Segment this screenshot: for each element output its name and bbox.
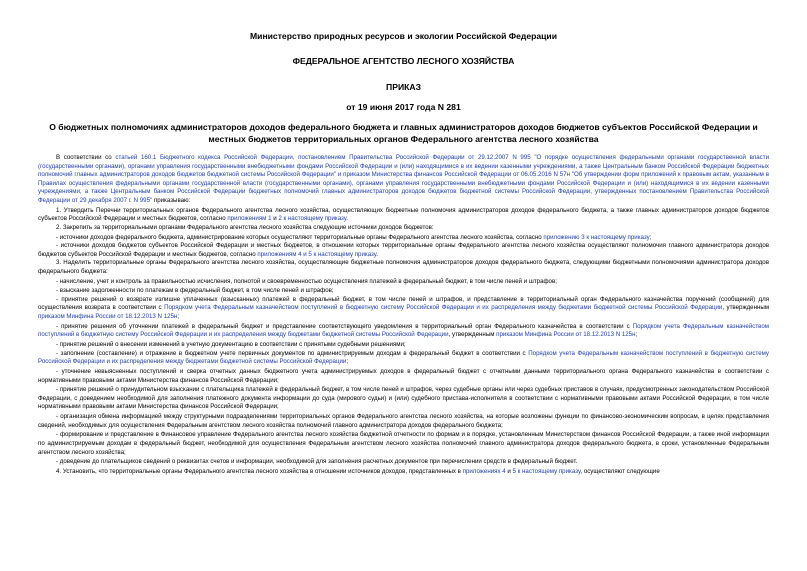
document-link[interactable]: Порядком учета Федеральным казначейством поступлений в бюджетную систему Российской Федерации и их распределения между бюджетами бюджетной системы Российской Федерации xyxy=(164,304,723,312)
paragraph: - доведение до плательщиков сведений о реквизитах счетов и информации, необходимой для заполнения расчетных документов при перечислении средств в федеральный бюджет. xyxy=(56,458,578,466)
document-body xyxy=(38,154,769,477)
paragraph: - уточнение невыясненных поступлений и сверка отчетных данных бюджетного учета администрируемых доходов в федеральный бюджет с отчетными данными территориального органа Федерального казначейства в соответствии с нормативными правовыми актами Министерства финансов Российской Федерации; xyxy=(38,367,769,384)
document-link[interactable]: приложениям 4 и 5 к настоящему приказу xyxy=(257,250,377,258)
document-date-number: от 19 июня 2017 года N 281 xyxy=(346,102,461,112)
paragraph: В соответствии со статьей 160.1 Бюджетного кодекса Российской Федерации, постановлением Правительства Российской Федерации от 29.12.2007 N 995 "О порядке осуществления федеральными органами государственной власти (государственными органами), органами управления государственными внебюджетными фондами Российской Федерации и (или) находящимися в их ведении казенными учреждениями, а также Центральным банком Российской Федерации бюджетных полномочий главных администраторов доходов бюджетов бюджетной системы Российской Федерации" и приказом Министерства финансов Российской Федерации от 06.05.2016 N 57н "Об утверждении форм приложений к правовым актам, указанным в Правилах осуществления федеральными органами государственной власти (государственными органами), органами управления государственными внебюджетными фондами Российской Федерации и (или) находящимися в их ведении казенными учреждениями, а также Центральным банком Российской Федерации бюджетных полномочий главных администраторов доходов бюджетов бюджетной системы Российской Федерации, утвержденных постановлением Правительства Российской Федерации от 29 декабря 2007 г. N 995" приказываю: xyxy=(38,154,769,204)
paragraph: - взыскание задолженности по платежам в федеральный бюджет, в том числе пеней и штрафов; xyxy=(56,287,334,295)
document-link[interactable]: Порядком учета Федеральным казначейством поступлений в бюджетную систему Российской Федерации и их распределения между бюджетами бюджетной системы Российской Федерации xyxy=(38,322,769,339)
paragraph: - начисление, учет и контроль за правильностью исчисления, полнотой и своевременностью осуществления платежей в федеральный бюджет, в том числе пеней и штрафов; xyxy=(56,277,557,285)
paragraph: - принятие решений о принудительном взыскании с плательщика платежей в федеральный бюджет, в том числе пеней и штрафов, через судебные органы или через судебных приставов в случаях, предусмотренных законодательством Российской Федерации, с доведением необходимой для заполнения платежного документа информации до суда (мирового судьи) и (или) судебного пристава-исполнителя в соответствии с нормативными правовыми актами Российской Федерации, в том числе нормативными правовыми актами Министерства финансов Российской Федерации; xyxy=(38,386,769,411)
document-link[interactable]: приложениям 1 xyxy=(227,215,272,223)
document-link[interactable]: приложению 3 к настоящему приказу xyxy=(543,233,650,241)
document-link[interactable]: Порядком учета Федеральным казначейством поступлений в бюджетную систему Российской Федерации и их распределения между бюджетами бюджетной системы Российской Федерации xyxy=(38,349,769,366)
paragraph: - организация обмена информацией между структурными подразделениями территориальных органов Федерального агентства лесного хозяйства, на которые возложены функции по финансово-экономическим вопросам, в целях представления сведений, необходимых для осуществления Федеральным агентством лесного хозяйства полномочий главного администратора доходов федерального бюджета; xyxy=(38,413,769,429)
paragraph: 4. Установить, что территориальные органы Федерального агентства лесного хозяйства в отношении источников доходов, представленных в приложениях 4 и 5 к настоящему приказу, осуществляют следующие xyxy=(56,467,660,475)
paragraph: - принятие решений о возврате излишне уплаченных (взысканных) платежей в федеральный бюджет, в том числе пеней и штрафов, и представление в территориальный орган Федерального казначейства поручений (сообщений) для осуществления возврата в соответствии с Порядком учета Федеральным казначейством поступлений в бюджетную систему Российской Федерации и их распределения между бюджетами бюджетной системы Российской Федерации, утвержденным приказом Минфина России от 18.12.2013 N 125н; xyxy=(38,295,769,321)
document-link[interactable]: приложениях 4 xyxy=(462,467,506,475)
ministry-heading: Министерство природных ресурсов и экологии Российской Федерации xyxy=(250,31,557,41)
paragraph: - источники доходов бюджетов субъектов Российской Федерации и местных бюджетов, в отношении которых территориальные органы Федерального агентства лесного хозяйства осуществляют полномочия главного администратора доходов бюджетов субъектов Российской Федерации и местных бюджетов, согласно приложениям 4 и 5 к настоящему приказу. xyxy=(38,242,769,258)
document-link[interactable]: статьей 160.1 Бюджетного кодекса Российской Федерации, постановлением Правительства Российской Федерации от 29.12.2007 N 995 "О порядке осуществления федеральными органами государственной власти (государственными органами), органами управления государственными внебюджетными фондами Российской Федерации и (или) находящимися в их ведении казенными учреждениями, а также Центральным банком Российской Федерации бюджетных полномочий главных администраторов доходов бюджетов бюджетной системы Российской Федерации" и приказом Министерства финансов Российской Федерации от 06.05.2016 N 57н "Об утверждении форм приложений к правовым актам, указанным в Правилах осуществления федеральными органами государственной власти (государственными органами), органами управления государственными внебюджетными фондами Российской Федерации и (или) находящимися в их ведении казенными учреждениями, а также Центральным банком Российской Федерации бюджетных полномочий главных администраторов доходов бюджетов бюджетной системы Российской Федерации, утвержденных постановлением Правительства Российской Федерации от 29 декабря 2007 г. N 995" xyxy=(38,154,769,204)
paragraph: - принятие решений о внесении изменений в учетную документацию в соответствии с принятыми судебными решениями; xyxy=(56,341,406,349)
agency-heading: ФЕДЕРАЛЬНОЕ АГЕНТСТВО ЛЕСНОГО ХОЗЯЙСТВА xyxy=(292,56,515,66)
document-link[interactable]: 2 к настоящему приказу xyxy=(278,215,347,223)
document-title: О бюджетных полномочиях администраторов доходов федерального бюджета и главных администраторов доходов бюджетов субъектов Российской Федерации и местных бюджетов территориальных органов Федерального агентства лесного хозяйства xyxy=(49,122,758,144)
document-link[interactable]: приказом Минфина России от 18.12.2013 N 125н xyxy=(38,313,178,321)
paragraph: - формирование и представление в Финансовое управление Федерального агентства лесного хозяйства бюджетной отчетности по формам и в порядке, установленным Министерством финансов Российской Федерации, а также иной информации по администрируемым доходам в федеральный бюджет, необходимой для осуществления Федеральным агентством лесного хозяйства полномочий главного администратора доходов федерального бюджета, в сроки, установленные Федеральным агентством лесного хозяйства; xyxy=(38,431,769,456)
document-link[interactable]: приказом Минфина России от 18.12.2013 N 125н xyxy=(496,331,636,339)
document-link[interactable]: 5 к настоящему приказу xyxy=(512,467,581,475)
paragraph: 1. Утвердить Перечни территориальных органов Федерального агентства лесного хозяйства, осуществляющих бюджетные полномочия администраторов доходов федерального бюджета, а также главных администраторов доходов бюджетов субъектов Российской Федерации и местных бюджетов, согласно приложениям 1 и 2 к настоящему приказу. xyxy=(38,206,769,223)
paragraph: 2. Закрепить за территориальными органами Федерального агентства лесного хозяйства следующие источники доходов бюджетов: xyxy=(56,223,434,231)
paragraph: 3. Наделить территориальные органы Федерального агентства лесного хозяйства, осуществляющие бюджетные полномочия администраторов доходов федерального бюджета, следующими бюджетными полномочиями администратора доходов федерального бюджета: xyxy=(38,259,769,275)
paragraph: - заполнение (составление) и отражение в бюджетном учете первичных документов по администрируемым доходам в федеральный бюджет в соответствии с Порядком учета Федеральным казначейством поступлений в бюджетную систему Российской Федерации и их распределения между бюджетами бюджетной системы Российской Федерации; xyxy=(38,349,769,366)
document-type: ПРИКАЗ xyxy=(386,82,421,92)
paragraph: - источники доходов федерального бюджета, администрирование которых осуществляют территориальные органы Федерального агентства лесного хозяйства, согласно приложению 3 к настоящему приказу; xyxy=(56,233,652,241)
paragraph: - принятие решения об уточнении платежей в федеральный бюджет и представление соответствующего уведомления в территориальный орган Федерального казначейства в соответствии с Порядком учета Федеральным казначейством поступлений в бюджетную систему Российской Федерации и их распределения между бюджетами бюджетной системы Российской Федерации, утвержденным приказом Минфина России от 18.12.2013 N 125н; xyxy=(38,322,769,339)
